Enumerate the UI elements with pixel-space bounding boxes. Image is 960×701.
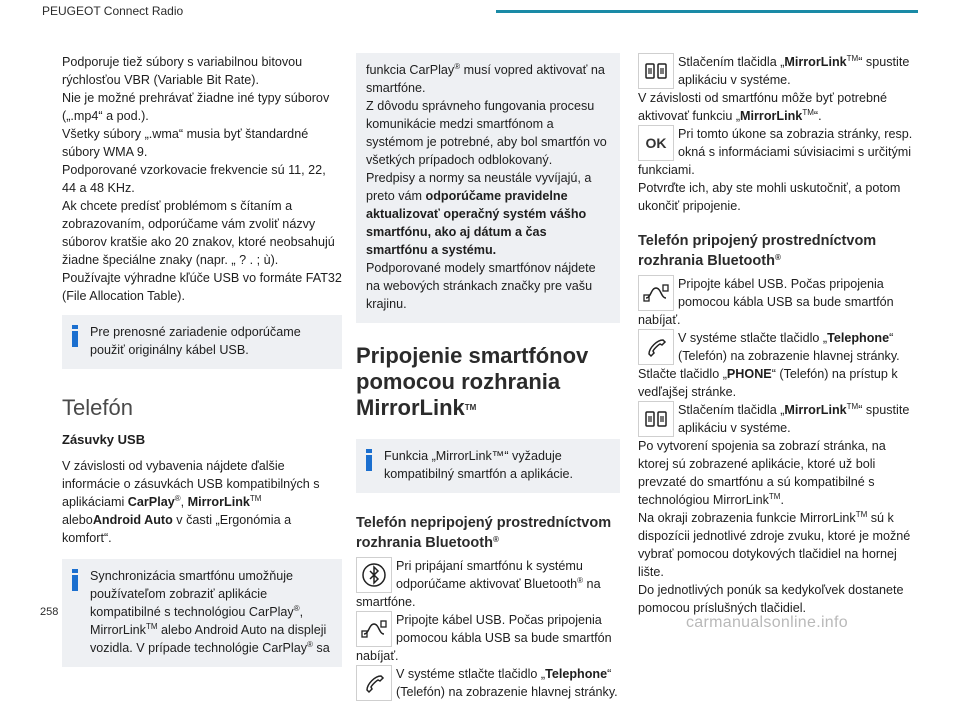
usb-text: V závislosti od vybavenia nájdete ďalšie informácie o zásuvkách USB kompatibilných s aplikáciami CarPlay®, MirrorLink™ aleboAndroid Auto v časti „Ergonómia a komfort“. [62,459,320,545]
usb-heading: Zásuvky USB [62,432,146,447]
info-icon [72,325,78,347]
column-3 [638,53,920,617]
telephone-icon [638,329,674,365]
step-bluetooth-text: Pri pripájaní smartfónu k systému odporúčame aktivovať Bluetooth® na smartfóne. [356,559,601,609]
note-smartphone-sync-text: Synchronizácia smartfónu umožňuje používateľom zobraziť aplikácie kompatibilné s technológiou CarPlay®, MirrorLink™ alebo Android Auto na displeji vozidla. V prípade technológie CarPlay® sa [90,569,330,655]
step-ok [638,125,920,179]
page-number: 258 [40,606,59,618]
step-bluetooth [356,557,620,611]
col3-para-2: Potvrďte ich, aby ste mohli uskutočniť, a potom ukončiť pripojenie. [638,181,901,213]
step-telephone-text: V systéme stlačte tlačidlo „Telephone“ (Telefón) na zobrazenie hlavnej stránky. [396,667,618,699]
col3-para-1: V závislosti od smartfónu môže byť potrebné aktivovať funkciu „MirrorLink™“. [638,91,888,123]
heading-mirrorlink: Pripojenie smartfónov pomocou rozhrania MirrorLink™ [356,343,589,420]
step-usb-cable-2-text: Pripojte kábel USB. Počas pripojenia pomocou kábla USB sa bude smartfón nabíjať. [638,277,894,327]
header-accent-bar [496,10,918,13]
note-smartphone-sync [62,559,342,667]
note-carplay-continued [356,53,620,323]
intro-line-2: Nie je možné prehrávať žiadne iné typy súborov („.mp4“ a pod.). [62,91,330,123]
mirrorlink-icon [638,53,674,89]
step-usb-cable-text: Pripojte kábel USB. Počas pripojenia pomocou kábla USB sa bude smartfón nabíjať. [356,613,612,663]
usb-cable-icon [638,275,674,311]
note-usb-cable-text: Pre prenosné zariadenie odporúčame použiť originálny kábel USB. [90,325,301,357]
step-telephone-2-text: V systéme stlačte tlačidlo „Telephone“ (Telefón) na zobrazenie hlavnej stránky. [678,331,900,363]
column-1 [62,53,342,667]
note-cont-line-2: Z dôvodu správneho fungovania procesu komunikácie medzi smartfónom a systémom je potrebné, aby bol smartfón vo všetkých prípadoch odblokovaný. [366,99,607,167]
usb-cable-icon [356,611,392,647]
step-mirrorlink-1-text: Stlačením tlačidla „MirrorLink™“ spustite aplikáciu v systéme. [678,54,910,87]
note-mirrorlink-text: Funkcia „MirrorLink™“ vyžaduje kompatibilný smartfón a aplikácie. [384,449,573,481]
note-usb-cable [62,315,342,369]
telephone-icon [356,665,392,701]
step-mirrorlink-2-text: Stlačením tlačidla „MirrorLink™“ spustite aplikáciu v systéme. [678,402,910,435]
step-usb-cable-2 [638,275,920,329]
step-mirrorlink-1 [638,53,920,89]
section-title-telefon: Telefón [62,395,133,420]
col3-para-5: Do jednotlivých ponúk sa kedykoľvek dostanete pomocou príslušných tlačidiel. [638,583,904,615]
step-telephone-2 [638,329,920,365]
intro-line-1: Podporuje tiež súbory s variabilnou bitovou rýchlosťou VBR (Variable Bit Rate). [62,55,303,87]
info-icon [366,449,372,471]
mirrorlink-icon [638,401,674,437]
col3-para-4: Na okraji zobrazenia funkcie MirrorLink™ sú k dispozícii jednotlivé zdroje zvuku, ktoré je možné vybrať pomocou dotykových tlačidiel na hornej lište. [638,510,911,579]
step-telephone [356,665,620,701]
step-ok-text: Pri tomto úkone sa zobrazia stránky, resp. okná s informáciami súvisiacimi s určitými funkciami. [638,127,913,177]
column-2 [356,53,620,701]
info-icon [72,569,78,591]
watermark: carmanualsonline.info [686,614,848,631]
intro-line-3: Všetky súbory „.wma“ musia byť štandardné súbory WMA 9. [62,127,309,159]
note-mirrorlink [356,439,620,493]
intro-line-6: Používajte výhradne kľúče USB vo formáte FAT32 (File Allocation Table). [62,271,342,303]
col3-para-3: Po vytvorení spojenia sa zobrazí stránka, na ktorej sú zobrazené aplikácie, ktoré už boli prevzaté do smartfónu a sú kompatibilné s technológiou MirrorLink™. [638,439,886,507]
intro-line-4: Podporované vzorkovacie frekvencie sú 11, 22, 44 a 48 KHz. [62,163,326,195]
step-mirrorlink-2 [638,401,920,437]
subhead-not-connected-bluetooth: Telefón nepripojený prostredníctvom rozhrania Bluetooth® [356,515,612,551]
col3-phone-para: Stlačte tlačidlo „PHONE“ (Telefón) na prístup k vedľajšej stránke. [638,367,898,399]
intro-line-5: Ak chcete predísť problémom s čítaním a zobrazovaním, odporúčame vám zvoliť názvy súborov kratšie ako 20 znakov, ktoré neobsahujú žiadne špeciálne znaky (napr. „ ? . ; ù). [62,199,335,267]
ok-icon: OK [638,125,674,161]
subhead-connected-bluetooth: Telefón pripojený prostredníctvom rozhrania Bluetooth® [638,233,877,269]
note-cont-line-1: funkcia CarPlay® musí vopred aktivovať na smartfóne. [366,62,605,95]
note-cont-line-4: Podporované modely smartfónov nájdete na webových stránkach značky pre vašu krajinu. [366,261,596,311]
header-title: PEUGEOT Connect Radio [42,4,184,18]
step-usb-cable [356,611,620,665]
note-cont-line-3: Predpisy a normy sa neustále vyvíjajú, a preto vám odporúčame pravidelne aktualizovať operačný systém vášho smartfónu, ako aj dátum a čas smartfónu a systému. [366,171,592,257]
bluetooth-icon [356,557,392,593]
